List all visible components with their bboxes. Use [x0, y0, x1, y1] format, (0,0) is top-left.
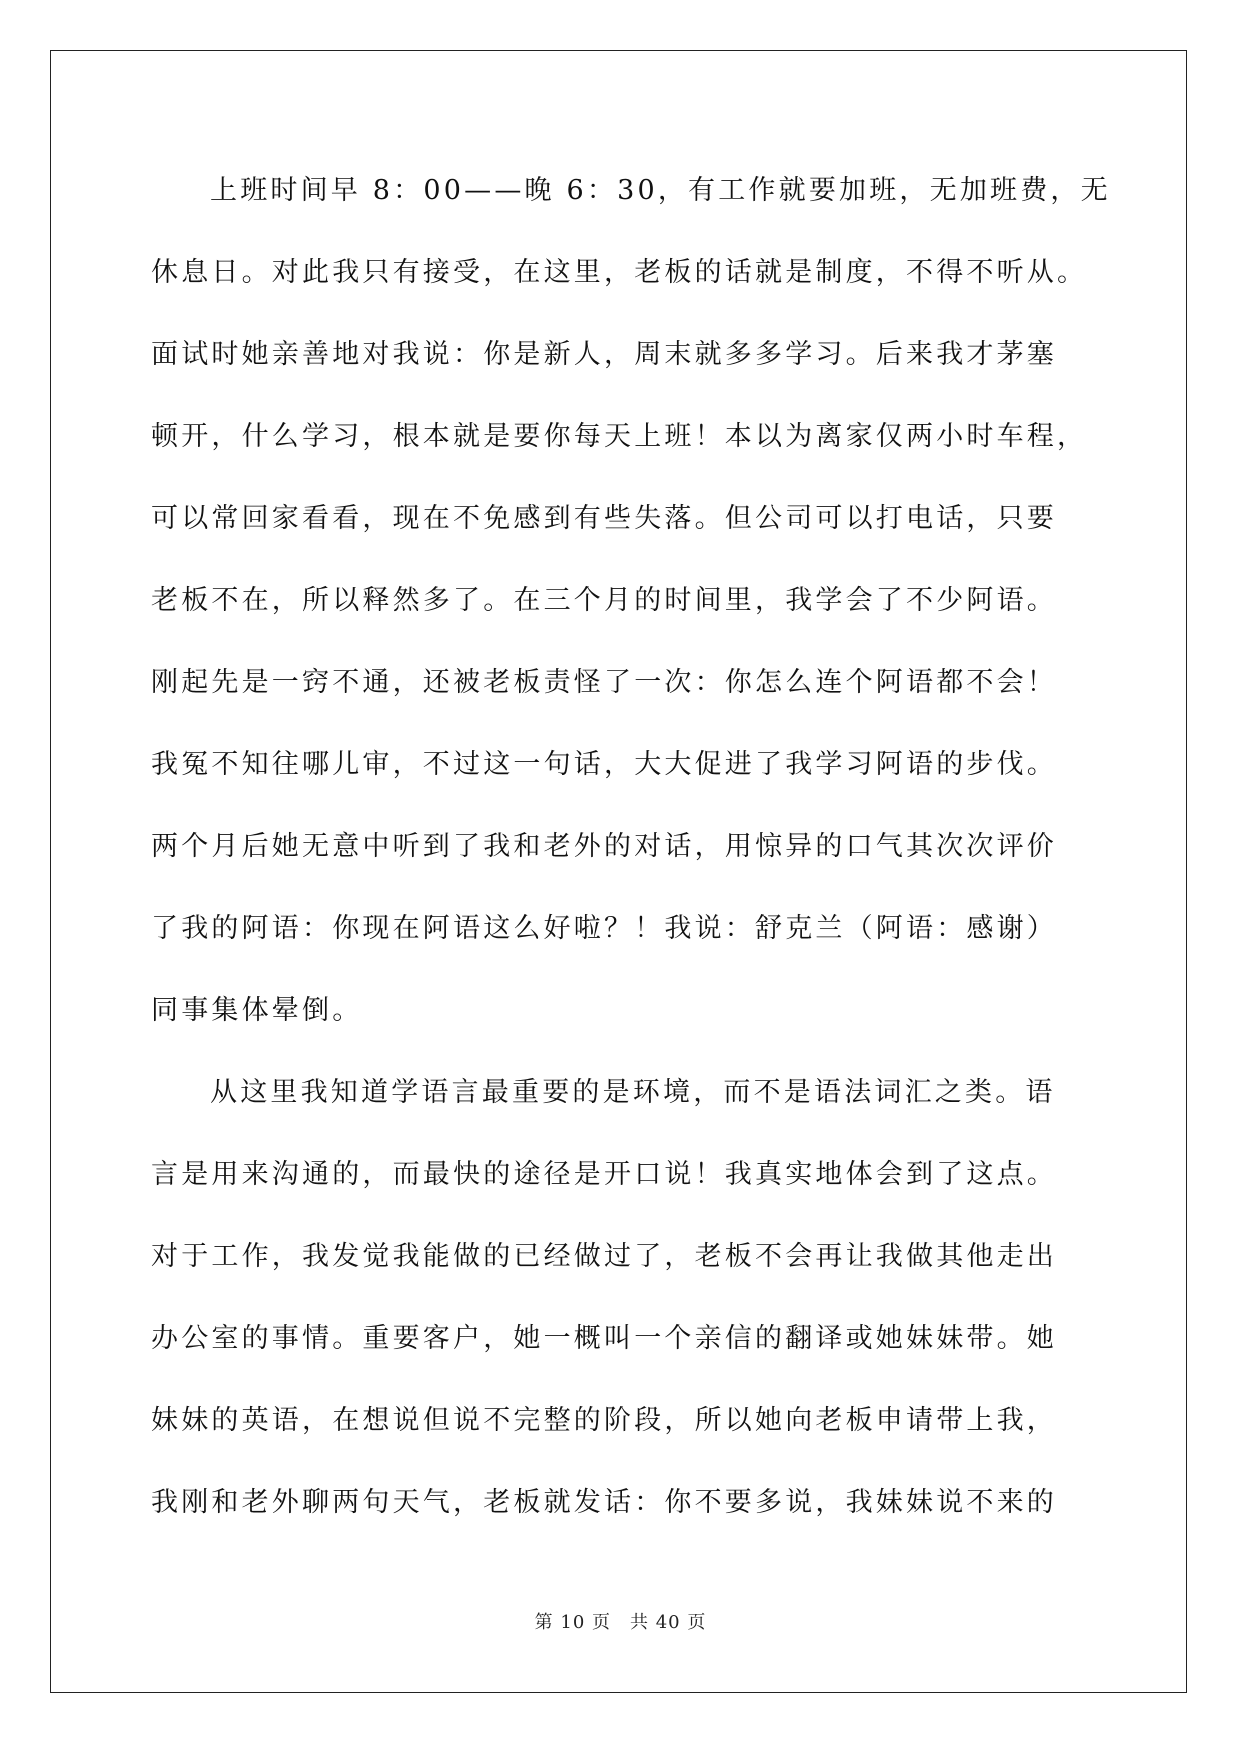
paragraph-1-line-9: 两个月后她无意中听到了我和老外的对话，用惊异的口气其次次评价	[151, 831, 1057, 862]
paragraph-1-line-1: 上班时间早 8：00——晚 6：30，有工作就要加班，无加班费，无	[210, 175, 1111, 206]
paragraph-1-line-10: 了我的阿语：你现在阿语这么好啦？！我说：舒克兰（阿语：感谢）	[151, 913, 1057, 944]
paragraph-2-line-5: 妹妹的英语，在想说但说不完整的阶段，所以她向老板申请带上我，	[151, 1405, 1057, 1436]
paragraph-1-line-5: 可以常回家看看，现在不免感到有些失落。但公司可以打电话，只要	[151, 503, 1057, 534]
paragraph-2-line-3: 对于工作，我发觉我能做的已经做过了，老板不会再让我做其他走出	[151, 1241, 1057, 1272]
paragraph-2-line-6: 我刚和老外聊两句天气，老板就发话：你不要多说，我妹妹说不来的	[151, 1487, 1057, 1518]
page-number-footer: 第 10 页 共 40 页	[534, 1612, 707, 1633]
paragraph-1-line-3: 面试时她亲善地对我说：你是新人，周末就多多学习。后来我才茅塞	[151, 339, 1057, 370]
paragraph-1-line-2: 休息日。对此我只有接受，在这里，老板的话就是制度，不得不听从。	[151, 257, 1088, 288]
paragraph-1-line-11: 同事集体晕倒。	[151, 995, 363, 1026]
document-body	[151, 150, 1111, 1544]
paragraph-2-line-1: 从这里我知道学语言最重要的是环境，而不是语法词汇之类。语	[210, 1077, 1056, 1108]
paragraph-1-line-8: 我冤不知往哪儿审，不过这一句话，大大促进了我学习阿语的步伐。	[151, 749, 1057, 780]
paragraph-2-line-2: 言是用来沟通的，而最快的途径是开口说！我真实地体会到了这点。	[151, 1159, 1057, 1190]
paragraph-1-line-7: 刚起先是一窍不通，还被老板责怪了一次：你怎么连个阿语都不会！	[151, 667, 1057, 698]
paragraph-1-line-4: 顿开，什么学习，根本就是要你每天上班！本以为离家仅两小时车程，	[151, 421, 1088, 452]
paragraph-2-line-4: 办公室的事情。重要客户，她一概叫一个亲信的翻译或她妹妹带。她	[151, 1323, 1057, 1354]
paragraph-1-line-6: 老板不在，所以释然多了。在三个月的时间里，我学会了不少阿语。	[151, 585, 1057, 616]
